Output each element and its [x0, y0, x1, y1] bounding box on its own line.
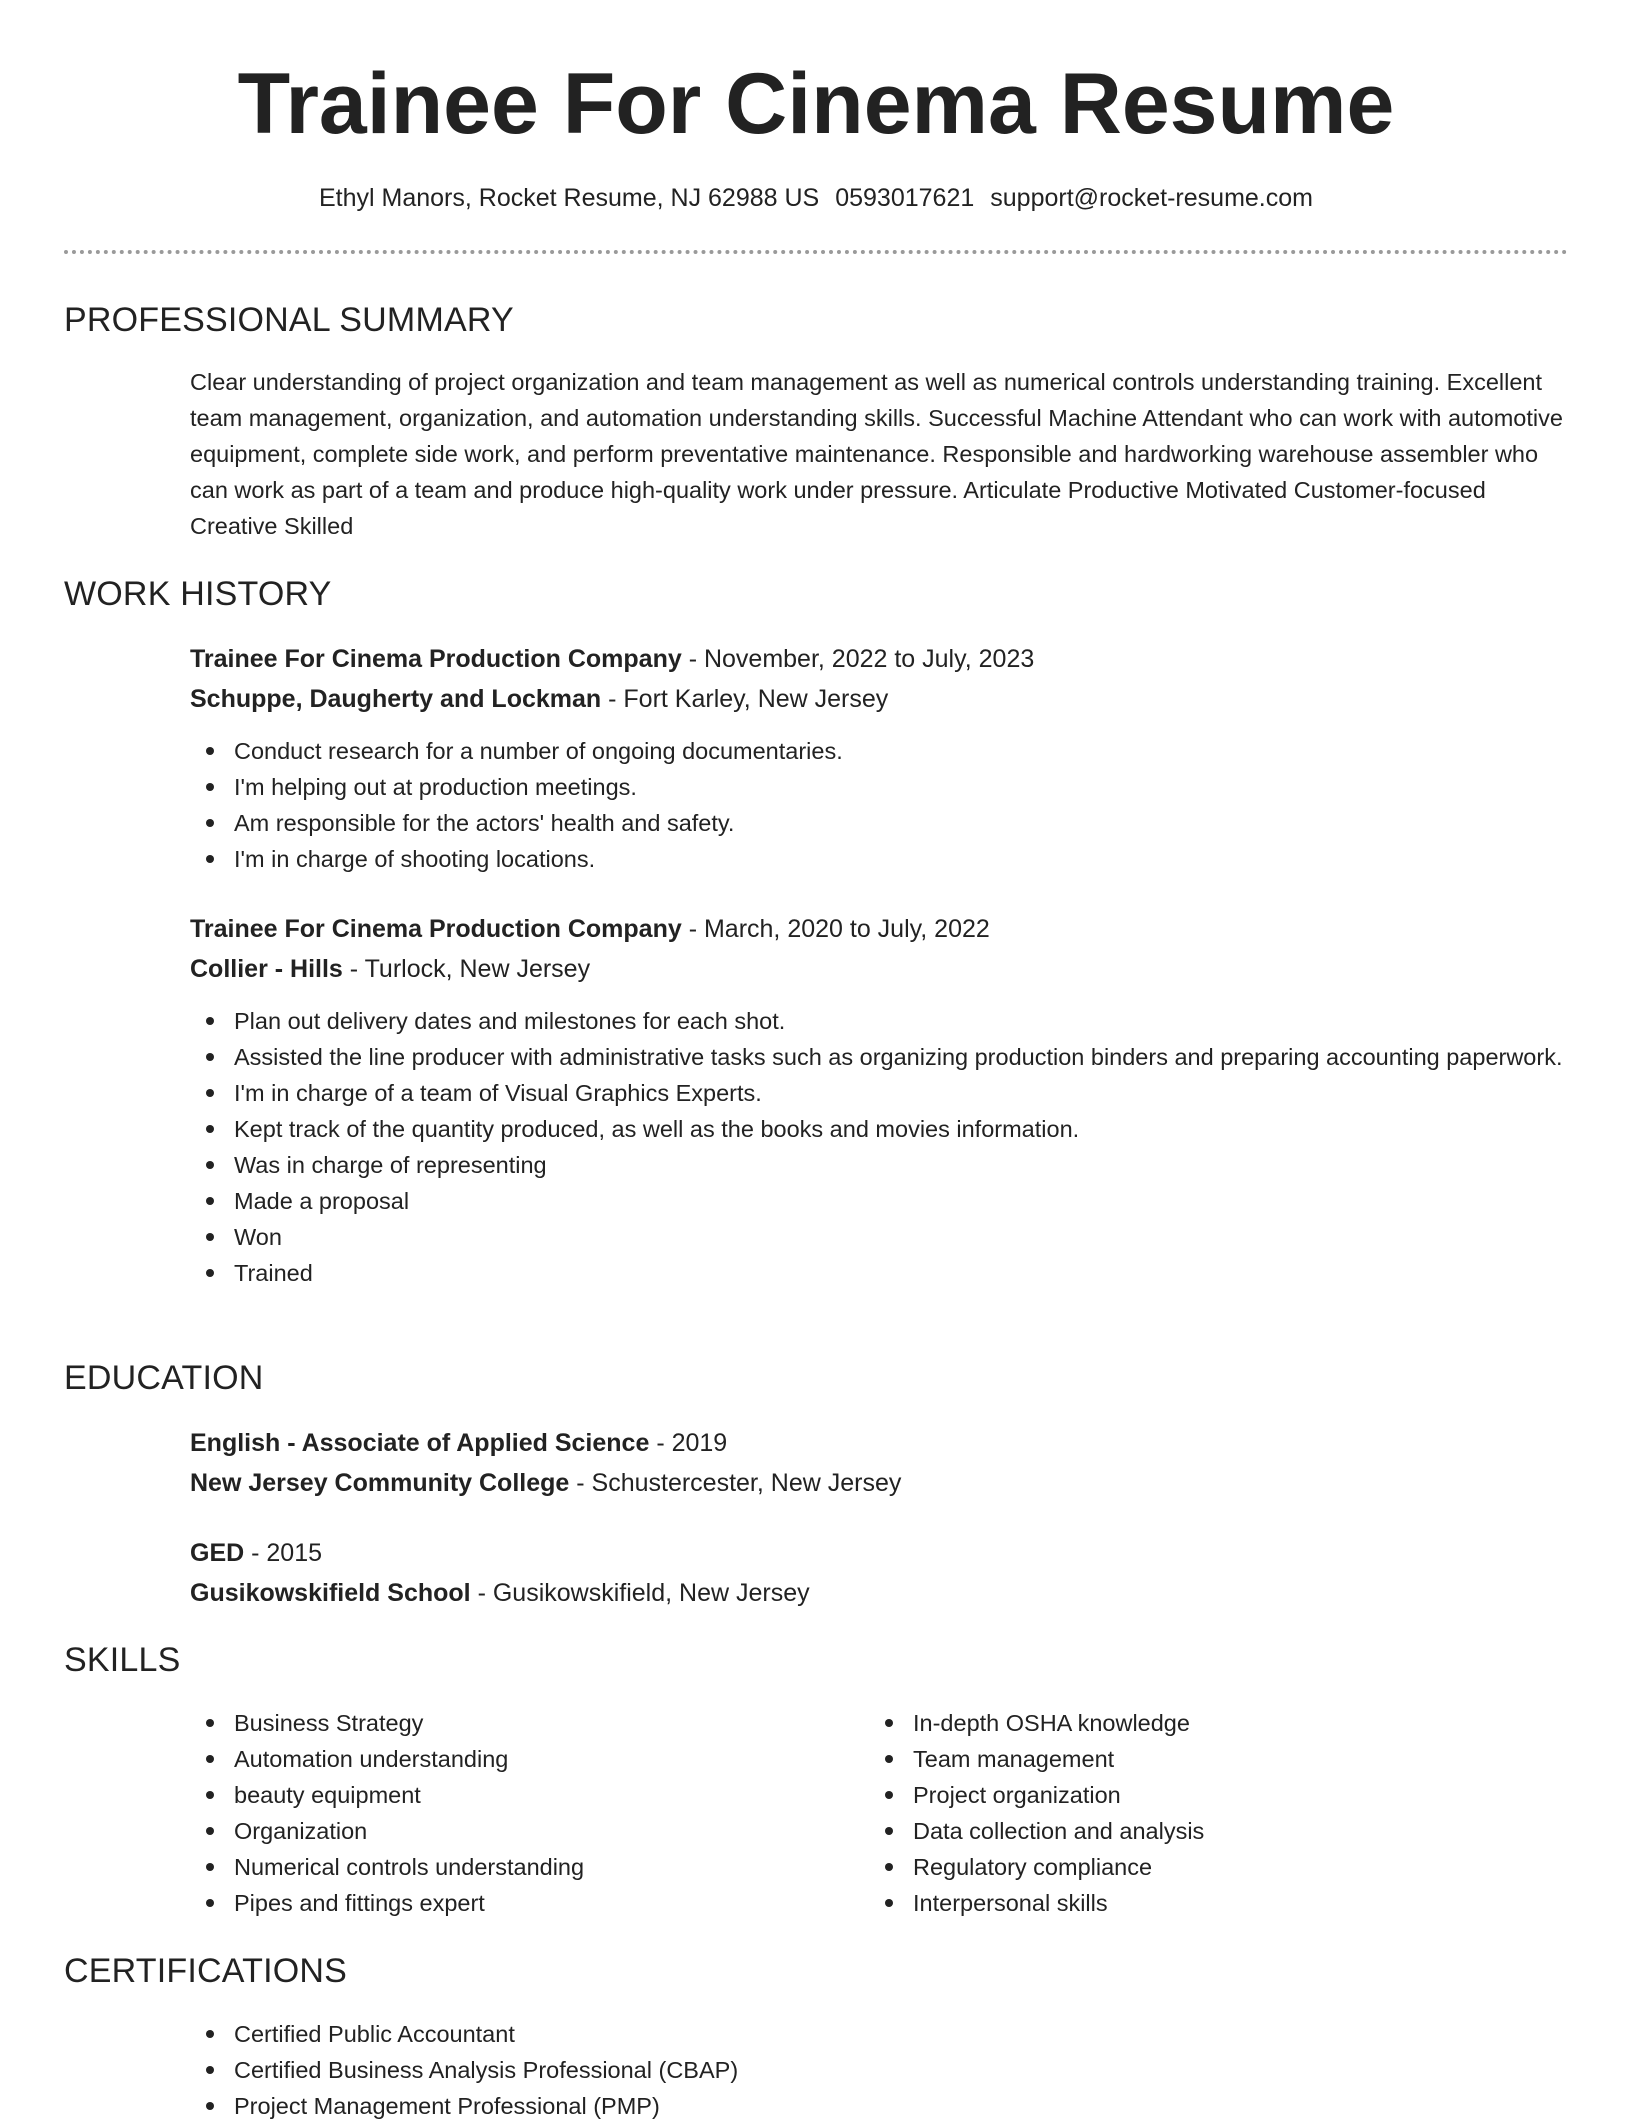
- list-item: In-depth OSHA knowledge: [913, 1705, 1533, 1741]
- education-1-school-line: [190, 1463, 1568, 1503]
- contact-address: Ethyl Manors, Rocket Resume, NJ 62988 US: [319, 184, 820, 212]
- list-item: Interpersonal skills: [913, 1885, 1533, 1921]
- list-item: Organization: [234, 1813, 854, 1849]
- education-1-school: New Jersey Community College: [190, 1469, 570, 1497]
- list-item: Numerical controls understanding: [234, 1849, 854, 1885]
- job-2-company-line: [190, 949, 1568, 989]
- list-item: Business Strategy: [234, 1705, 854, 1741]
- list-item: I'm in charge of shooting locations.: [234, 841, 1584, 877]
- list-item: Assisted the line producer with administrative tasks such as organizing production binders and preparing accounting paperwork.: [234, 1039, 1584, 1075]
- education-1-degree-line: [190, 1423, 1568, 1463]
- list-item: Regulatory compliance: [913, 1849, 1533, 1885]
- job-2-title-line: [190, 909, 1568, 949]
- job-1-title: Trainee For Cinema Production Company: [190, 645, 682, 673]
- list-item: Was in charge of representing: [234, 1147, 1584, 1183]
- job-1-bullets: [190, 733, 1584, 877]
- job-1-company: Schuppe, Daugherty and Lockman: [190, 685, 602, 713]
- job-1-company-line: [190, 679, 1568, 719]
- contact-phone: 0593017621: [835, 184, 975, 212]
- list-item: Made a proposal: [234, 1183, 1584, 1219]
- header-divider: [64, 250, 1568, 254]
- education-heading: EDUCATION: [64, 1359, 264, 1397]
- list-item: I'm helping out at production meetings.: [234, 769, 1584, 805]
- education-2-school: Gusikowskifield School: [190, 1579, 471, 1607]
- job-1-title-line: [190, 639, 1568, 679]
- resume-title: Trainee For Cinema Resume: [237, 56, 1395, 152]
- education-2-degree-line: [190, 1533, 1568, 1573]
- skills-right-list: [869, 1705, 1533, 1921]
- skills-left-list: [190, 1705, 854, 1921]
- list-item: Won: [234, 1219, 1584, 1255]
- list-item: Kept track of the quantity produced, as well as the books and movies information.: [234, 1111, 1584, 1147]
- contact-line: [0, 178, 1632, 218]
- education-2-year: - 2015: [244, 1539, 323, 1567]
- list-item: Conduct research for a number of ongoing documentaries.: [234, 733, 1584, 769]
- summary-heading: PROFESSIONAL SUMMARY: [64, 301, 514, 339]
- education-1-degree: English - Associate of Applied Science: [190, 1429, 650, 1457]
- skills-heading: SKILLS: [64, 1641, 181, 1679]
- list-item: Trained: [234, 1255, 1584, 1291]
- education-2-location: - Gusikowskifield, New Jersey: [470, 1579, 810, 1607]
- list-item: Certified Public Accountant: [234, 2016, 1584, 2052]
- job-2-title: Trainee For Cinema Production Company: [190, 915, 682, 943]
- list-item: Automation understanding: [234, 1741, 854, 1777]
- list-item: Project Management Professional (PMP): [234, 2088, 1584, 2124]
- job-2-company: Collier - Hills: [190, 955, 343, 983]
- education-2-degree: GED: [190, 1539, 245, 1567]
- job-2-dates: - March, 2020 to July, 2022: [681, 915, 990, 943]
- education-1-year: - 2019: [649, 1429, 728, 1457]
- list-item: Certified Business Analysis Professional (CBAP): [234, 2052, 1584, 2088]
- education-2-school-line: [190, 1573, 1568, 1613]
- certifications-list: [190, 2016, 1584, 2124]
- summary-text: Clear understanding of project organization and team management as well as numerical controls understanding training. Excellent team management, organization, and automation understanding skills. Successful Machine Attendant who can work with automotive equipment, complete side work, and perform preventative maintenance. Responsible and hardworking warehouse assembler who can work as part of a team and produce high-quality work under pressure. Articulate Productive Motivated Customer-focused Creative Skilled: [190, 369, 1563, 539]
- job-2-location: - Turlock, New Jersey: [342, 955, 591, 983]
- list-item: Team management: [913, 1741, 1533, 1777]
- list-item: Am responsible for the actors' health and safety.: [234, 805, 1584, 841]
- list-item: Plan out delivery dates and milestones for each shot.: [234, 1003, 1584, 1039]
- job-1-dates: - November, 2022 to July, 2023: [681, 645, 1035, 673]
- list-item: Data collection and analysis: [913, 1813, 1533, 1849]
- job-2-bullets: [190, 1003, 1584, 1291]
- list-item: beauty equipment: [234, 1777, 854, 1813]
- certifications-heading: CERTIFICATIONS: [64, 1952, 348, 1990]
- job-1-location: - Fort Karley, New Jersey: [601, 685, 889, 713]
- education-1-location: - Schustercester, New Jersey: [569, 1469, 902, 1497]
- list-item: Project organization: [913, 1777, 1533, 1813]
- work-history-heading: WORK HISTORY: [64, 575, 332, 613]
- list-item: I'm in charge of a team of Visual Graphics Experts.: [234, 1075, 1584, 1111]
- contact-email[interactable]: support@rocket-resume.com: [990, 184, 1313, 212]
- list-item: Pipes and fittings expert: [234, 1885, 854, 1921]
